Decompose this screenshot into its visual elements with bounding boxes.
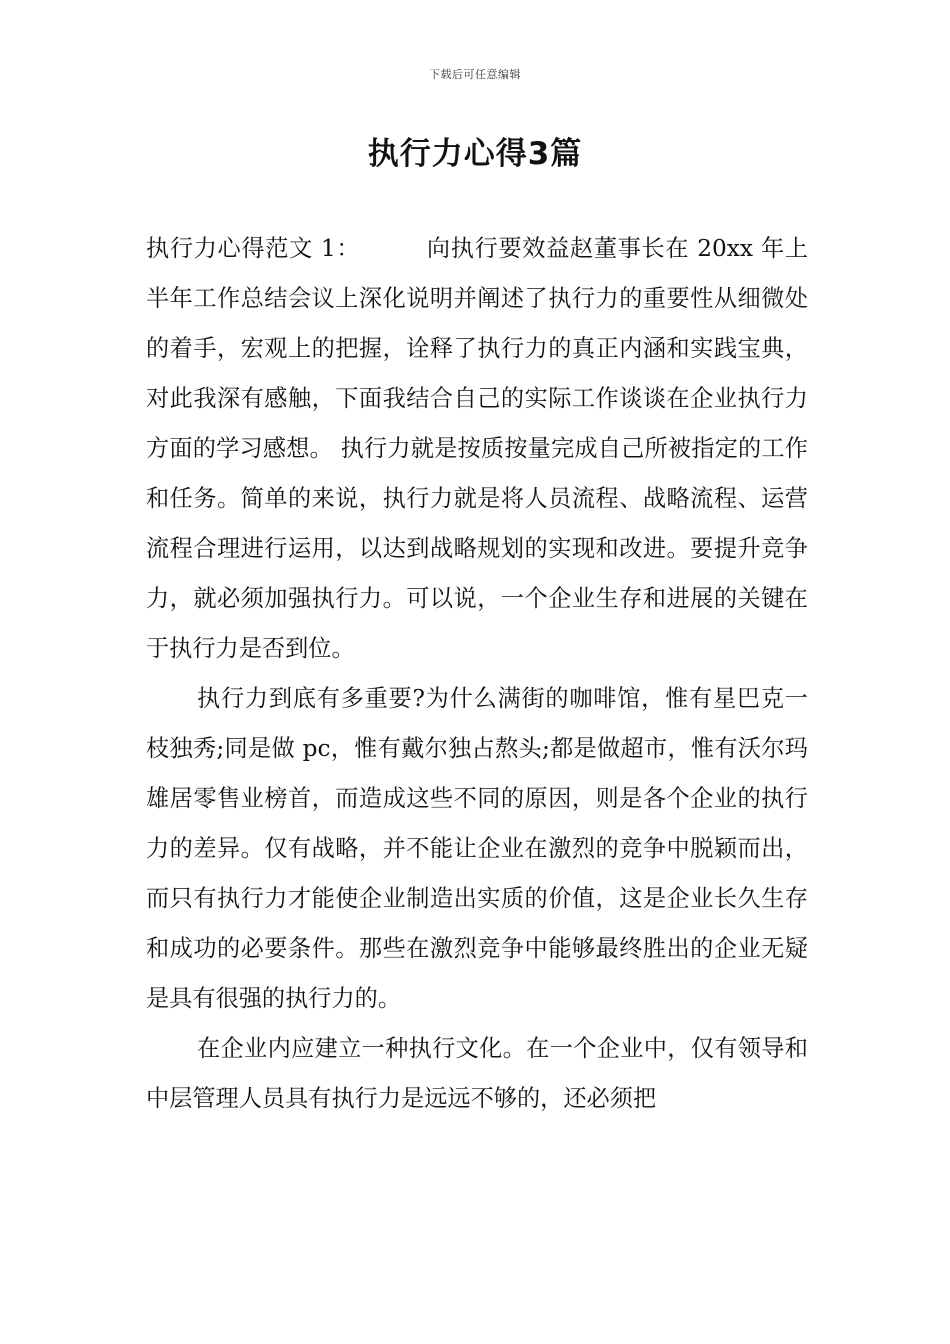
document-body	[146, 224, 808, 1124]
paragraph-lead: 执行力心得范文 1：	[146, 235, 361, 262]
document-title: 执行力心得3篇	[367, 136, 583, 172]
paragraph-text: 向执行要效益赵董事长在 20xx 年上半年工作总结会议上深化说明并阐述了执行力的重要性从细微处的着手，宏观上的把握，诠释了执行力的真正内涵和实践宝典，对此我深有感触，下面我结合自己的实际工作谈谈在企业执行力方面的学习感想。 执行力就是按质按量完成自己所被指定的工作和任务。简单的来说，执行力就是将人员流程、战略流程、运营流程合理进行运用，以达到战略规划的实现和改进。要提升竞争力，就必须加强执行力。可以说，一个企业生存和进展的关键在于执行力是否到位。	[146, 235, 809, 662]
paragraph-1	[146, 224, 808, 674]
paragraph-3: 在企业内应建立一种执行文化。在一个企业中，仅有领导和中层管理人员具有执行力是远远不够的，还必须把	[146, 1035, 808, 1112]
header-note: 下载后可任意编辑	[429, 68, 521, 81]
paragraph-2: 执行力到底有多重要?为什么满街的咖啡馆，惟有星巴克一枝独秀;同是做 pc，惟有戴尔独占熬头;都是做超市，惟有沃尔玛雄居零售业榜首，而造成这些不同的原因，则是各个企业的执行力的差异。仅有战略，并不能让企业在激烈的竞争中脱颖而出，而只有执行力才能使企业制造出实质的价值，这是企业长久生存和成功的必要条件。那些在激烈竞争中能够最终胜出的企业无疑是具有很强的执行力的。	[146, 685, 808, 1012]
